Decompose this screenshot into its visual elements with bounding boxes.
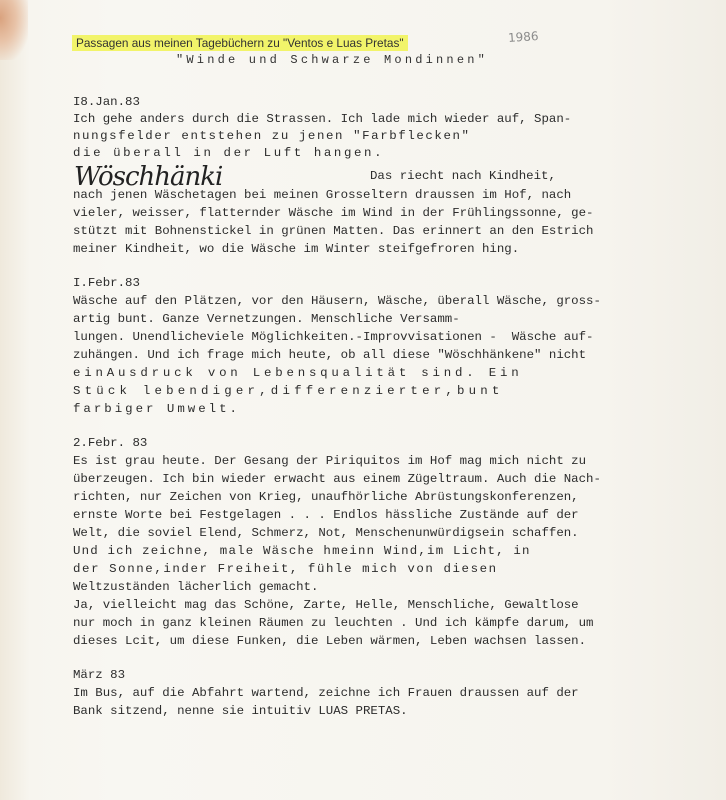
- text-line: Das riecht nach Kindheit,: [370, 169, 556, 183]
- text-line: farbiger Umwelt.: [73, 402, 240, 416]
- text-line: Wäsche auf den Plätzen, vor den Häusern, Wäsche, überall Wäsche, gross-: [73, 294, 601, 308]
- entry-date: I8.Jan.83: [73, 95, 140, 109]
- document-title: Passagen aus meinen Tagebüchern zu "Ventos e Luas Pretas": [72, 35, 408, 51]
- text-line: nungsfelder entstehen zu jenen "Farbflecken": [73, 129, 471, 143]
- text-line: Im Bus, auf die Abfahrt wartend, zeichne ich Frauen draussen auf der: [73, 686, 579, 700]
- text-line: ernste Worte bei Festgelagen . . . Endlos hässliche Zustände auf der: [73, 508, 579, 522]
- entry-date: I.Febr.83: [73, 276, 140, 290]
- corner-stain: [0, 0, 28, 60]
- text-line: Weltzuständen lächerlich gemacht.: [73, 580, 319, 594]
- handwritten-year: 1986: [507, 28, 539, 46]
- text-line: überzeugen. Ich bin wieder erwacht aus einem Zügeltraum. Auch die Nach-: [73, 472, 601, 486]
- handwritten-word: Wöschhänki: [74, 162, 223, 192]
- entry-date: März 83: [73, 668, 126, 682]
- text-line: nach jenen Wäschetagen bei meinen Grosseltern draussen im Hof, nach: [73, 188, 572, 202]
- text-line: meiner Kindheit, wo die Wäsche im Winter steifgefroren hing.: [73, 242, 520, 256]
- text-line: der Sonne,inder Freiheit, fühle mich von diesen: [73, 562, 498, 576]
- text-line: die überall in der Luft hangen.: [73, 146, 385, 160]
- text-line: Und ich zeichne, male Wäsche hmeinn Wind,im Licht, in: [73, 544, 531, 558]
- text-line: einAusdruck von Lebensqualität sind. Ein: [73, 366, 523, 380]
- text-line: dieses Lcit, um diese Funken, die Leben wärmen, Leben wachsen lassen.: [73, 634, 587, 648]
- text-line: richten, nur Zeichen von Krieg, unaufhörliche Abrüstungskonferenzen,: [73, 490, 579, 504]
- text-line: artig bunt. Ganze Vernetzungen. Menschliche Versamm-: [73, 312, 460, 326]
- text-line: Es ist grau heute. Der Gesang der Piriquitos im Hof mag mich nicht zu: [73, 454, 587, 468]
- text-line: Welt, die soviel Elend, Schmerz, Not, Menschenunwürdigsein schaffen.: [73, 526, 579, 540]
- text-line: nur moch in ganz kleinen Räumen zu leuchten . Und ich kämpfe darum, um: [73, 616, 594, 630]
- text-line: zuhängen. Und ich frage mich heute, ob all diese "Wöschhänkene" nicht: [73, 348, 587, 362]
- entry-date: 2.Febr. 83: [73, 436, 148, 450]
- document-subtitle: "Winde und Schwarze Mondinnen": [176, 53, 489, 67]
- text-line: Bank sitzend, nenne sie intuitiv LUAS PRETAS.: [73, 704, 408, 718]
- text-line: Ich gehe anders durch die Strassen. Ich lade mich wieder auf, Span-: [73, 112, 572, 126]
- text-line: Stück lebendiger,differenzierter,bunt: [73, 384, 504, 398]
- text-line: stützt mit Bohnenstickel in grünen Matten. Das erinnert an den Estrich: [73, 224, 594, 238]
- text-line: Ja, vielleicht mag das Schöne, Zarte, Helle, Menschliche, Gewaltlose: [73, 598, 579, 612]
- text-line: lungen. Unendlicheviele Möglichkeiten.-Improvvisationen - Wäsche auf-: [73, 330, 594, 344]
- text-line: vieler, weisser, flatternder Wäsche im Wind in der Frühlingssonne, ge-: [73, 206, 594, 220]
